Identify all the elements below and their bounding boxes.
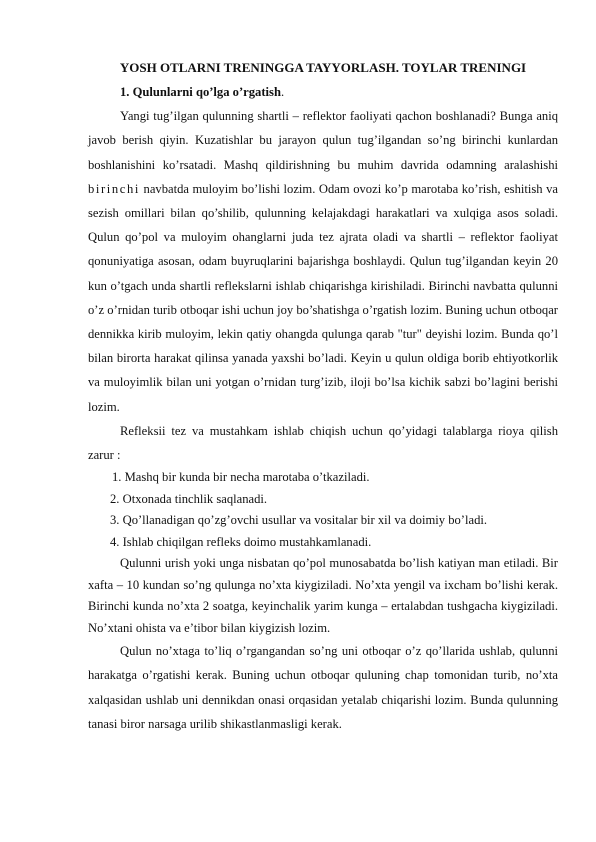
paragraph-1-spaced-word: birinchi [88,181,140,196]
list-item: 1. Mashq bir kunda bir necha marotaba o’tkaziladi. [112,470,370,485]
page-title: YOSH OTLARNI TRENINGGA TAYYORLASH. TOYLAR TRENINGI [119,60,527,75]
paragraph-4: Qulun no’xtaga to’liq o’rgangandan so’ng uni otboqar o’z qo’llarida ushlab, qulunni harakatga o’rgatishi kerak. Buning uchun otboqar quluning chap tomonidan turib, no’xta xalqasidan ushlab uni dennikdan onasi orqasidan yetalab chiqarishi lozim. Bunda qulunning tanasi biror narsaga urilib shikastlanmasligi kerak. [88,644,558,731]
list-item: 2. Otxonada tinchlik saqlanadi. [110,491,268,506]
list-item: 4. Ishlab chiqilgan refleks doimo mustahkamlanadi. [110,534,372,549]
section-heading: 1. Qulunlarni qo’lga o’rgatish [120,85,281,99]
paragraph-2: Refleksii tez va mustahkam ishlab chiqish uchun qo’yidagi talablarga rioya qilish zarur : [88,423,558,463]
list-item: 3. Qo’llanadigan qo’zg’ovchi usullar va vositalar bir xil va doimiy bo’ladi. [110,513,488,528]
paragraph-1-rest: navbatda muloyim bo’lishi lozim. Odam ovozi ko’p marotaba ko’rish, eshitish va sezish omillari bilan qo’shilib, qulunning kelajakdagi harakatlari va xulqiga asos soladi. Qulun qo’pol va muloyim ohanglarni juda tez ajrata oladi va shartli – reflektor faoliyat qonuniyatiga asosan, odam buyruqlarini bajarishga boshlaydi. Qulun tug’ilgandan keyin 20 kun o’tgach unda shartli reflekslarni ishlab chiqarishga kirishiladi. Birinchi navbatta qulunni o’z o’rnidan turib otboqar ishi uchun joy bo’shatishga o’rgatish lozim. Buning uchun otboqar dennikka kirib muloyim, lekin qatiy ohangda qulunga qarab "tur" deyishi lozim. Bunda qo’l bilan birorta harakat qilinsa yanada yaxshi bo’ladi. Keyin u qulun oldiga borib ehtiyotkorlik va muloyimlik bilan uni yotgan o’rnidan turg’izib, iloji bo’lsa kichik sabzi bo’lagini berishi lozim. [88,181,558,414]
section-heading-period: . [280,85,285,99]
paragraph-3: Qulunni urish yoki unga nisbatan qo’pol munosabatda bo’lish katiyan man etiladi. Bir xafta – 10 kundan so’ng qulunga no’xta kiygiziladi. No’xta yengil va ixcham bo’lishi kerak. Birinchi kunda no’xta 2 soatga, keyinchalik yarim kunga – ertalabdan tushgacha kiygiziladi. No’xtani ohista va e’tibor bilan kiygizish lozim. [88,556,558,635]
section-heading-line [88,80,558,104]
document-body [88,80,558,736]
paragraph-1-start: Yangi tug’ilgan qulunning shartli – reflektor faoliyati qachon boshlanadi? Bunga aniq javob berish qiyin. Kuzatishlar bu jarayon qulun tug’ilgandan so’ng birinchi kunlardan boshlanishini ko’rsatadi. Mashq qildirishning bu muhim davrida odamning aralashishi [88,109,558,172]
paragraph-1 [88,104,558,419]
